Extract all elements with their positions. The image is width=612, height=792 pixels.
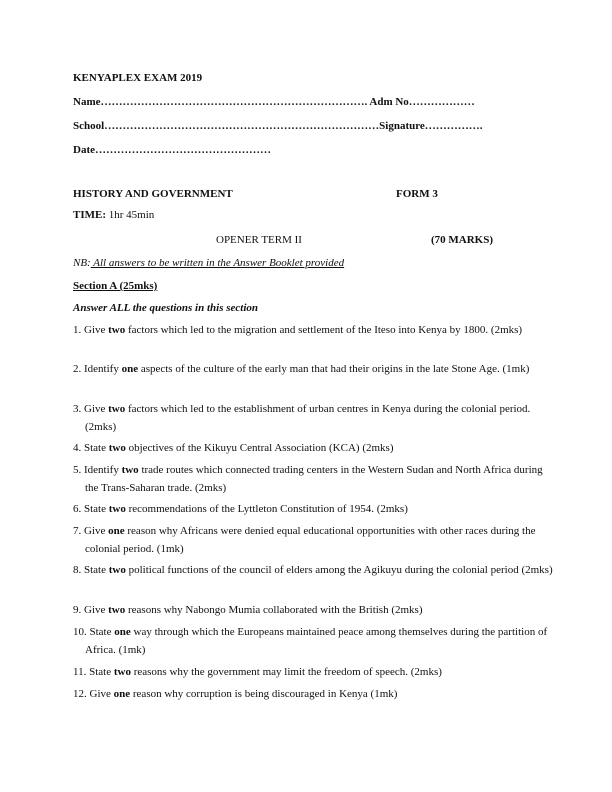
question-pre: 2. Identify [73,363,122,375]
time-label: TIME: [73,209,106,221]
question-bold: two [108,403,126,415]
question-pre: 11. State [73,666,114,678]
question-post: objectives of the Kikuyu Central Association (KCA) (2mks) [125,442,394,454]
question-bold: one [114,626,131,638]
question-post: aspects of the culture of the early man that had their origins in the late Stone Age. (1mk) [138,363,530,375]
question-4 [73,439,557,457]
question-post: reasons why Nabongo Mumia collaborated with the British (2mks) [125,604,423,616]
subject: HISTORY AND GOVERNMENT [73,188,233,200]
question-pre: 10. State [73,626,115,638]
nb-text: All answers to be written in the Answer Booklet provided [90,257,345,269]
question-bold: two [113,666,131,678]
question-post: way through which the Europeans maintained peace among themselves during the partition of Africa. (1mk) [85,626,548,656]
time [73,209,154,221]
question-bold: one [108,525,125,537]
question-11 [73,663,557,681]
question-pre: 9. Give [73,604,109,616]
question-bold: two [108,564,126,576]
school-field: School…………………………………………………………………Signature……………. [73,120,483,132]
question-bold: two [121,464,139,476]
question-post: reasons why the government may limit the freedom of speech. (2mks) [130,666,442,678]
nb-note [73,257,344,269]
question-3 [73,400,557,436]
question-pre: 6. State [73,503,109,515]
question-post: recommendations of the Lyttleton Constitution of 1954. (2mks) [125,503,408,515]
term: OPENER TERM II [216,234,302,246]
question-pre: 7. Give [73,525,109,537]
question-1 [73,321,557,339]
question-pre: 1. Give [73,324,109,336]
question-bold: two [108,604,126,616]
question-pre: 8. State [73,564,109,576]
name-field: Name………………………………………………………………. Adm No……………… [73,96,475,108]
question-post: factors which led to the migration and settlement of the Iteso into Kenya by 1800. (2mks) [125,324,523,336]
nb-prefix: NB: [73,257,91,269]
question-bold: one [113,688,131,700]
instruction: Answer ALL the questions in this section [73,302,259,314]
question-post: reason why Africans were denied equal educational opportunities with other races during the colonial period. (1mk) [85,525,536,555]
question-pre: 4. State [73,442,109,454]
question-7 [73,522,557,558]
question-pre: 5. Identify [73,464,122,476]
question-8 [73,561,557,579]
date-field: Date………………………………………… [73,144,271,156]
question-9 [73,601,557,619]
section-title: Section A (25mks) [73,280,158,292]
question-5 [73,461,557,497]
question-bold: two [108,503,126,515]
question-10 [73,623,557,659]
question-post: trade routes which connected trading centers in the Western Sudan and North Africa during the Trans-Saharan trade. (2mks) [85,464,543,494]
question-post: factors which led to the establishment of urban centres in Kenya during the colonial period. (2mks) [85,403,531,433]
question-bold: two [108,324,126,336]
question-bold: two [108,442,126,454]
question-6 [73,500,557,518]
exam-title: KENYAPLEX EXAM 2019 [73,72,203,84]
question-post: reason why corruption is being discouraged in Kenya (1mk) [130,688,398,700]
time-value: 1hr 45min [106,209,155,221]
question-pre: 3. Give [73,403,109,415]
question-12 [73,685,557,703]
question-post: political functions of the council of elders among the Agikuyu during the colonial period (2mks) [125,564,553,576]
question-2 [73,360,557,378]
question-bold: one [121,363,139,375]
question-pre: 12. Give [73,688,114,700]
total-marks: (70 MARKS) [431,234,494,246]
form: FORM 3 [396,188,438,200]
